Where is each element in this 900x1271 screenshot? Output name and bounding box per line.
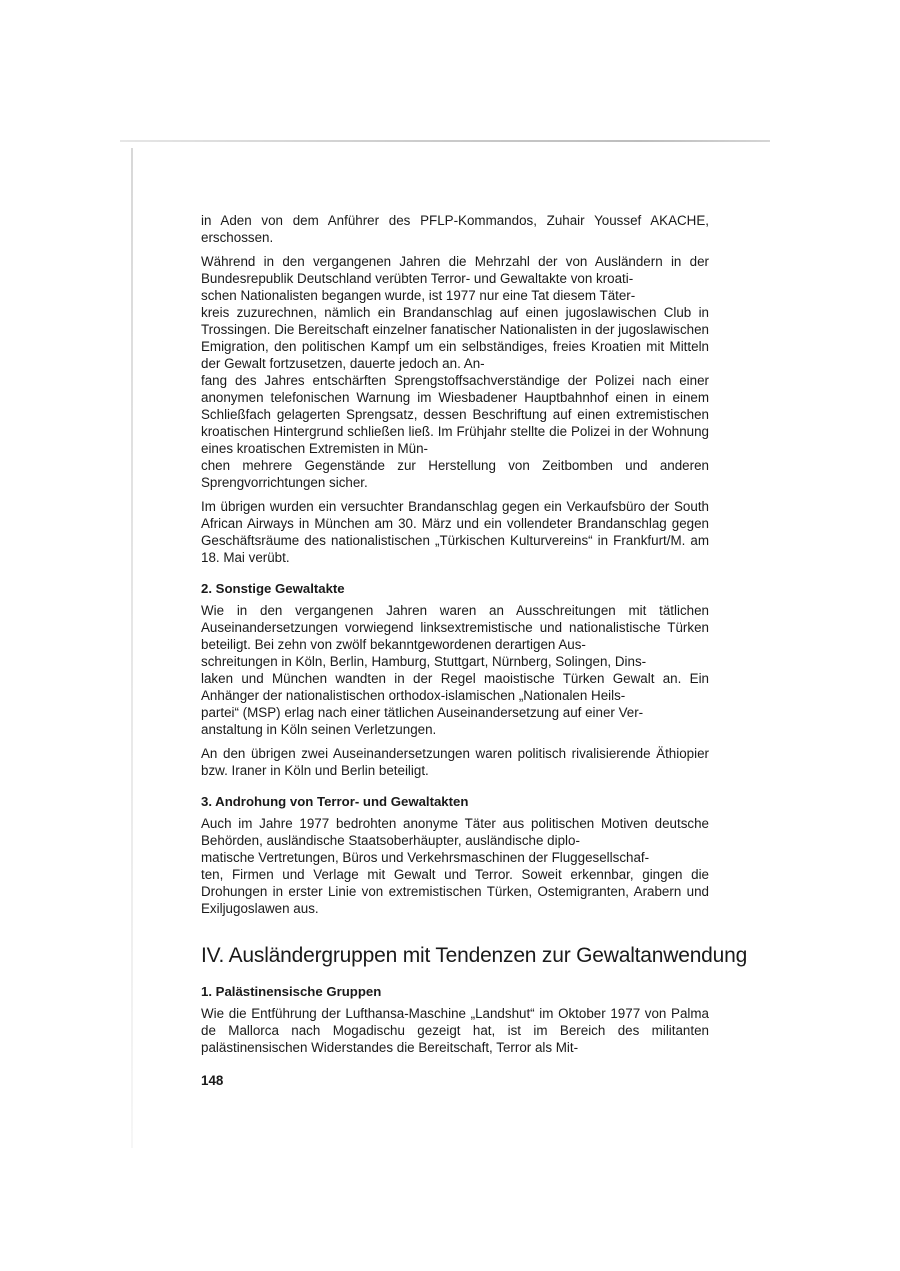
chapter-heading: IV. Ausländergruppen mit Tendenzen zur Gewaltanwendung [201,944,748,967]
paragraph: An den übrigen zwei Auseinandersetzungen waren politisch rivalisierende Äthiopier bzw. Iraner in Köln und Berlin beteiligt. [201,746,709,778]
section-heading: 1. Palästinensische Gruppen [201,984,382,999]
section-heading: 2. Sonstige Gewaltakte [201,581,345,596]
page-number: 148 [201,1073,224,1088]
document-body [201,212,748,1063]
paragraph: in Aden von dem Anführer des PFLP-Kommandos, Zuhair Youssef AKACHE, erschossen. [201,213,709,245]
page-edge-top [120,140,770,142]
paragraph: Im übrigen wurden ein versuchter Brandanschlag gegen ein Verkaufsbüro der South African Airways in München am 30. März und ein vollendeter Brandanschlag gegen Geschäftsräume des nationalistischen „Türkischen Kulturvereins“ in Frankfurt/M. am 18. Mai verübt. [201,499,709,565]
paragraph: Wie in den vergangenen Jahren waren an Ausschreitungen mit tätlichen Auseinandersetzungen vorwiegend linksextremistische und nationalistische Türken beteiligt. Bei zehn von zwölf bekanntgewordenen derartigen Aus- schreitungen in Köln, Berlin, Hamburg, Stuttgart, Nürnberg, Solingen, Dins- laken und München wandten in der Regel maoistische Türken Gewalt an. Ein Anhänger der nationalistischen orthodox-islamischen „Nationalen Heils- partei“ (MSP) erlag nach einer tätlichen Auseinandersetzung auf einer Ver- anstaltung in Köln seinen Verletzungen. [201,603,709,737]
page-edge-left [131,148,133,1148]
paragraph: Auch im Jahre 1977 bedrohten anonyme Täter aus politischen Motiven deutsche Behörden, ausländische Staatsoberhäupter, ausländische diplo- matische Vertretungen, Büros und Verkehrsmaschinen der Fluggesellschaf- ten, Firmen und Verlage mit Gewalt und Terror. Soweit erkennbar, gingen die Drohungen in erster Linie von extremistischen Türken, Ostemigranten, Arabern und Exiljugoslawen aus. [201,816,709,916]
section-heading: 3. Androhung von Terror- und Gewaltakten [201,794,469,809]
paragraph: Wie die Entführung der Lufthansa-Maschine „Landshut“ im Oktober 1977 von Palma de Mallorca nach Mogadischu gezeigt hat, ist im Bereich des militanten palästinensischen Widerstandes die Bereitschaft, Terror als Mit- [201,1006,709,1055]
paragraph: Während in den vergangenen Jahren die Mehrzahl der von Ausländern in der Bundesrepublik Deutschland verübten Terror- und Gewaltakte von kroati- schen Nationalisten begangen wurde, ist 1977 nur eine Tat diesem Täter- kreis zuzurechnen, nämlich ein Brandanschlag auf einen jugoslawischen Club in Trossingen. Die Bereitschaft einzelner fanatischer Nationalisten in der jugoslawischen Emigration, den politischen Kampf um ein selbständiges, freies Kroatien mit Mitteln der Gewalt fortzusetzen, dauerte jedoch an. An- fang des Jahres entschärften Sprengstoffsachverständige der Polizei nach einer anonymen telefonischen Warnung im Wiesbadener Hauptbahnhof einen in einem Schließfach gelagerten Sprengsatz, dessen Beschriftung auf einen extremistischen kroatischen Hintergrund schließen ließ. Im Frühjahr stellte die Polizei in der Wohnung eines kroatischen Extremisten in Mün- chen mehrere Gegenstände zur Herstellung von Zeitbomben und anderen Sprengvorrichtungen sicher. [201,254,709,490]
